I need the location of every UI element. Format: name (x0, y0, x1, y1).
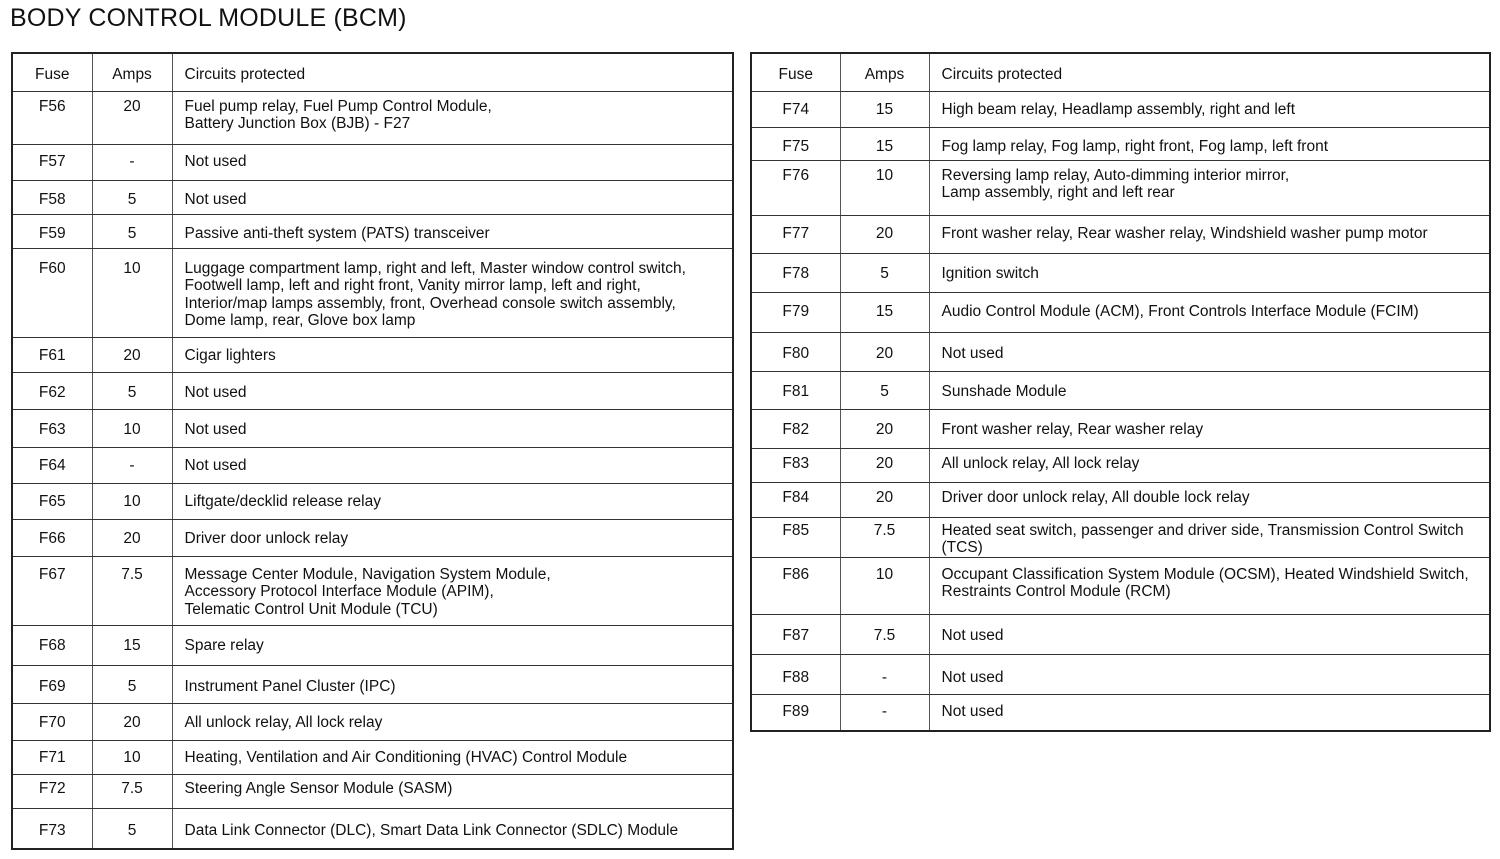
fuse-number-cell (751, 292, 840, 332)
fuse-amps-cell (840, 694, 929, 731)
fuse-circuits-cell (172, 625, 733, 665)
right-header-row (751, 53, 1490, 91)
fuse-circuits: All unlock relay, All lock relay (184, 713, 383, 731)
fuse-circuits: Front washer relay, Rear washer relay (941, 420, 1204, 438)
fuse-number: F70 (38, 713, 66, 731)
col-header-fuse (12, 53, 92, 91)
fuse-number-cell (751, 517, 840, 557)
fuse-amps: 20 (123, 713, 141, 731)
fuse-amps-cell (92, 519, 172, 556)
table-row (12, 214, 733, 248)
fuse-circuits: Not used (941, 668, 1004, 686)
fuse-number: F86 (782, 565, 810, 583)
fuse-circuits: High beam relay, Headlamp assembly, right and left (941, 100, 1296, 118)
fuse-number-cell (751, 654, 840, 694)
col-header-circuits-label: Circuits protected (941, 66, 1063, 83)
fuse-amps: 5 (127, 677, 137, 695)
fuse-amps-cell (840, 614, 929, 654)
fuse-number-cell (12, 483, 92, 519)
fuse-circuits-cell (172, 180, 733, 214)
fuse-circuits: Fuel pump relay, Fuel Pump Control Module, Battery Junction Box (BJB) - F27 (184, 97, 492, 132)
table-row (12, 409, 733, 447)
fuse-amps: 15 (875, 100, 894, 118)
col-header-circuits-label: Circuits protected (184, 66, 306, 83)
fuse-amps: 20 (875, 454, 894, 472)
fuse-circuits-cell (172, 447, 733, 483)
fuse-amps-cell (92, 483, 172, 519)
fuse-number: F72 (38, 779, 66, 797)
table-row (12, 447, 733, 483)
fuse-amps: 10 (875, 166, 894, 184)
fuse-number-cell (12, 774, 92, 808)
fuse-amps: 10 (875, 565, 894, 583)
fuse-amps: 5 (127, 821, 137, 839)
fuse-circuits-cell (172, 91, 733, 144)
fuse-number: F59 (38, 224, 66, 242)
fuse-number: F73 (38, 821, 66, 839)
fuse-amps-cell (840, 292, 929, 332)
fuse-amps-cell (840, 448, 929, 482)
fuse-number-cell (12, 519, 92, 556)
fuse-amps: 10 (123, 259, 141, 277)
fuse-circuits: Audio Control Module (ACM), Front Controls Interface Module (FCIM) (941, 302, 1419, 320)
fuse-circuits-cell (929, 215, 1490, 253)
fuse-number-cell (12, 337, 92, 372)
fuse-circuits-cell (172, 214, 733, 248)
table-row (12, 180, 733, 214)
fuse-number-cell (12, 248, 92, 337)
table-row (751, 91, 1490, 127)
fuse-number: F71 (38, 748, 66, 766)
fuse-circuits: Passive anti-theft system (PATS) transceiver (184, 224, 490, 242)
fuse-circuits-cell (929, 371, 1490, 409)
fuse-number-cell (751, 614, 840, 654)
table-row (12, 372, 733, 409)
fuse-amps-cell (840, 160, 929, 215)
fuse-circuits: Not used (941, 702, 1004, 720)
table-row (12, 665, 733, 703)
fuse-circuits-cell (929, 448, 1490, 482)
col-header-amps (92, 53, 172, 91)
fuse-number-cell (751, 91, 840, 127)
table-row (751, 127, 1490, 160)
fuse-amps-cell (840, 332, 929, 371)
fuse-number: F83 (782, 454, 810, 472)
fuse-amps: 15 (123, 636, 141, 654)
fuse-number-cell (751, 332, 840, 371)
fuse-number-cell (751, 694, 840, 731)
fuse-circuits-cell (172, 556, 733, 625)
table-row (751, 557, 1490, 614)
table-row (12, 91, 733, 144)
fuse-amps-cell (92, 409, 172, 447)
table-row (12, 740, 733, 774)
fuse-amps-cell (840, 253, 929, 292)
fuse-amps: 7.5 (121, 565, 143, 583)
fuse-number: F85 (782, 521, 810, 539)
fuse-amps-cell (840, 482, 929, 517)
col-header-circuits (929, 53, 1490, 91)
table-row (751, 482, 1490, 517)
fuse-circuits: Driver door unlock relay, All double lock relay (941, 488, 1250, 506)
fuse-amps-cell (92, 703, 172, 740)
fuse-circuits-cell (172, 740, 733, 774)
fuse-amps-cell (840, 371, 929, 409)
fuse-number-cell (12, 703, 92, 740)
fuse-amps-cell (92, 337, 172, 372)
fuse-number: F60 (38, 259, 66, 277)
fuse-circuits-cell (929, 253, 1490, 292)
fuse-amps: 5 (880, 264, 889, 282)
fuse-circuits-cell (172, 144, 733, 180)
fuse-amps-cell (92, 625, 172, 665)
fuse-circuits-cell (172, 808, 733, 849)
table-row (12, 248, 733, 337)
col-header-amps-label: Amps (864, 66, 905, 83)
fuse-number: F75 (782, 137, 810, 155)
fuse-amps: 7.5 (873, 626, 896, 644)
fuse-amps: 15 (875, 302, 894, 320)
fuse-circuits: Not used (184, 383, 247, 401)
fuse-circuits: Not used (941, 626, 1004, 644)
fuse-circuits: Front washer relay, Rear washer relay, Windshield washer pump motor (941, 224, 1428, 242)
table-row (12, 519, 733, 556)
fuse-circuits-cell (929, 482, 1490, 517)
fuse-number: F88 (782, 668, 810, 686)
fuse-number-cell (751, 253, 840, 292)
fuse-amps: - (881, 668, 888, 686)
fuse-circuits-cell (929, 160, 1490, 215)
fuse-amps-cell (92, 774, 172, 808)
table-row (751, 614, 1490, 654)
fuse-amps: 5 (127, 190, 137, 208)
fuse-circuits: Ignition switch (941, 264, 1039, 282)
fuse-circuits-cell (172, 337, 733, 372)
fuse-number-cell (751, 371, 840, 409)
fuse-number-cell (12, 180, 92, 214)
fuse-circuits: Heated seat switch, passenger and driver side, Transmission Control Switch (TCS) (941, 521, 1464, 556)
fuse-amps-cell (92, 248, 172, 337)
fuse-circuits: Steering Angle Sensor Module (SASM) (184, 779, 453, 797)
fuse-amps: 7.5 (121, 779, 143, 797)
fuse-number: F78 (782, 264, 810, 282)
table-row (12, 556, 733, 625)
fuse-number: F63 (38, 420, 66, 438)
fuse-amps-cell (840, 557, 929, 614)
fuse-amps: 20 (123, 346, 141, 364)
fuse-number: F67 (38, 565, 66, 583)
fuse-number-cell (12, 808, 92, 849)
fuse-circuits: Heating, Ventilation and Air Conditioning (HVAC) Control Module (184, 748, 628, 766)
fuse-amps: 5 (127, 383, 137, 401)
fuse-amps-cell (840, 409, 929, 448)
fuse-number: F65 (38, 492, 66, 510)
table-row (12, 144, 733, 180)
table-row (12, 703, 733, 740)
fuse-amps: 10 (123, 420, 141, 438)
col-header-fuse-label: Fuse (778, 66, 813, 83)
col-header-amps-label: Amps (112, 66, 152, 83)
fuse-amps-cell (92, 372, 172, 409)
fuse-number: F82 (782, 420, 810, 438)
fuse-circuits-cell (929, 332, 1490, 371)
fuse-number: F57 (38, 152, 66, 170)
fuse-amps: 10 (123, 492, 141, 510)
fuse-amps-cell (92, 91, 172, 144)
fuse-amps-cell (92, 180, 172, 214)
fuse-amps-cell (840, 127, 929, 160)
fuse-number: F77 (782, 224, 810, 242)
fuse-amps: 5 (880, 382, 889, 400)
fuse-circuits-cell (929, 654, 1490, 694)
fuse-number-cell (751, 482, 840, 517)
table-row (12, 774, 733, 808)
fuse-number: F64 (38, 456, 66, 474)
fuse-amps: 20 (875, 420, 894, 438)
table-row (12, 337, 733, 372)
fuse-amps: 20 (123, 97, 141, 115)
page-title: BODY CONTROL MODULE (BCM) (10, 4, 407, 32)
col-header-amps (840, 53, 929, 91)
fuse-number-cell (751, 409, 840, 448)
fuse-circuits-cell (172, 665, 733, 703)
fuse-circuits: Liftgate/decklid release relay (184, 492, 381, 510)
fuse-circuits: Not used (184, 420, 247, 438)
fuse-amps-cell (840, 91, 929, 127)
fuse-number: F61 (38, 346, 66, 364)
fuse-number: F68 (38, 636, 66, 654)
fuse-amps-cell (92, 808, 172, 849)
fuse-number-cell (12, 665, 92, 703)
fuse-number: F89 (782, 702, 810, 720)
fuse-number: F79 (782, 302, 810, 320)
table-row (751, 253, 1490, 292)
table-row (12, 483, 733, 519)
fuse-number-cell (12, 740, 92, 774)
fuse-amps-cell (92, 144, 172, 180)
fuse-circuits-cell (172, 703, 733, 740)
fuse-amps-cell (840, 654, 929, 694)
fuse-circuits: Not used (941, 344, 1004, 362)
fuse-amps: - (129, 152, 135, 170)
fuse-table-right (750, 52, 1491, 732)
fuse-number-cell (751, 215, 840, 253)
fuse-circuits-cell (929, 409, 1490, 448)
fuse-number-cell (12, 144, 92, 180)
fuse-table-left (11, 52, 734, 850)
fuse-circuits: Spare relay (184, 636, 264, 654)
table-row (12, 808, 733, 849)
fuse-number-cell (12, 91, 92, 144)
fuse-number-cell (12, 409, 92, 447)
fuse-amps-cell (92, 740, 172, 774)
fuse-amps: 20 (875, 488, 894, 506)
fuse-circuits-cell (172, 774, 733, 808)
fuse-circuits: Reversing lamp relay, Auto-dimming interior mirror, Lamp assembly, right and left rear (941, 166, 1290, 201)
fuse-circuits: Not used (184, 190, 247, 208)
fuse-circuits: Luggage compartment lamp, right and left, Master window control switch, Footwell lamp, left and right front, Vanity mirror lamp, left and right, Interior/map lamps assembly, front, Overhead console switch assembly, Dome lamp, rear, Glove box lamp (184, 259, 686, 329)
fuse-number: F81 (782, 382, 810, 400)
fuse-amps: 15 (875, 137, 894, 155)
fuse-amps: 10 (123, 748, 141, 766)
fuse-amps: 7.5 (873, 521, 896, 539)
fuse-number: F76 (782, 166, 810, 184)
fuse-amps: - (881, 702, 888, 720)
col-header-fuse-label: Fuse (35, 66, 70, 83)
fuse-circuits: Occupant Classification System Module (OCSM), Heated Windshield Switch, Restraints Control Module (RCM) (941, 565, 1469, 600)
fuse-number-cell (12, 214, 92, 248)
fuse-circuits-cell (929, 557, 1490, 614)
fuse-number: F87 (782, 626, 810, 644)
fuse-number-cell (12, 625, 92, 665)
fuse-circuits-cell (929, 614, 1490, 654)
fuse-number: F74 (782, 100, 810, 118)
table-row (751, 654, 1490, 694)
fuse-circuits-cell (172, 519, 733, 556)
fuse-circuits: Sunshade Module (941, 382, 1067, 400)
left-header-row (12, 53, 733, 91)
table-row (751, 448, 1490, 482)
fuse-number-cell (751, 448, 840, 482)
table-row (751, 371, 1490, 409)
fuse-number: F62 (38, 383, 66, 401)
fuse-amps: 5 (127, 224, 137, 242)
fuse-circuits: Driver door unlock relay (184, 529, 349, 547)
fuse-amps-cell (92, 665, 172, 703)
fuse-circuits: Cigar lighters (184, 346, 276, 364)
fuse-number-cell (12, 556, 92, 625)
fuse-amps-cell (840, 215, 929, 253)
fuse-amps: - (129, 456, 135, 474)
fuse-number: F66 (38, 529, 66, 547)
fuse-circuits: Fog lamp relay, Fog lamp, right front, Fog lamp, left front (941, 137, 1329, 155)
fuse-amps: 20 (875, 224, 894, 242)
fuse-circuits: Message Center Module, Navigation System Module, Accessory Protocol Interface Module (APIM), Telematic Control Unit Module (TCU) (184, 565, 551, 618)
table-row (751, 409, 1490, 448)
fuse-number: F58 (38, 190, 66, 208)
fuse-circuits-cell (172, 248, 733, 337)
fuse-circuits-cell (929, 127, 1490, 160)
fuse-circuits-cell (929, 517, 1490, 557)
fuse-circuits-cell (172, 409, 733, 447)
table-row (751, 160, 1490, 215)
fuse-circuits-cell (929, 91, 1490, 127)
fuse-number: F69 (38, 677, 66, 695)
fuse-number-cell (12, 447, 92, 483)
fuse-circuits-cell (929, 694, 1490, 731)
fuse-number: F84 (782, 488, 810, 506)
fuse-amps-cell (92, 447, 172, 483)
table-row (751, 694, 1490, 731)
fuse-amps-cell (92, 214, 172, 248)
table-row (12, 625, 733, 665)
fuse-circuits: Not used (184, 456, 247, 474)
col-header-circuits (172, 53, 733, 91)
table-row (751, 292, 1490, 332)
fuse-number-cell (12, 372, 92, 409)
fuse-circuits: Instrument Panel Cluster (IPC) (184, 677, 396, 695)
fuse-amps-cell (92, 556, 172, 625)
fuse-circuits: Not used (184, 152, 247, 170)
table-row (751, 215, 1490, 253)
col-header-fuse (751, 53, 840, 91)
fuse-number-cell (751, 127, 840, 160)
fuse-number-cell (751, 557, 840, 614)
fuse-number: F80 (782, 344, 810, 362)
fuse-amps: 20 (123, 529, 141, 547)
fuse-number: F56 (38, 97, 66, 115)
fuse-number-cell (751, 160, 840, 215)
table-row (751, 517, 1490, 557)
fuse-circuits-cell (172, 483, 733, 519)
fuse-circuits: All unlock relay, All lock relay (941, 454, 1140, 472)
fuse-amps-cell (840, 517, 929, 557)
fuse-circuits: Data Link Connector (DLC), Smart Data Link Connector (SDLC) Module (184, 821, 679, 839)
table-row (751, 332, 1490, 371)
fuse-circuits-cell (929, 292, 1490, 332)
fuse-amps: 20 (875, 344, 894, 362)
fuse-circuits-cell (172, 372, 733, 409)
